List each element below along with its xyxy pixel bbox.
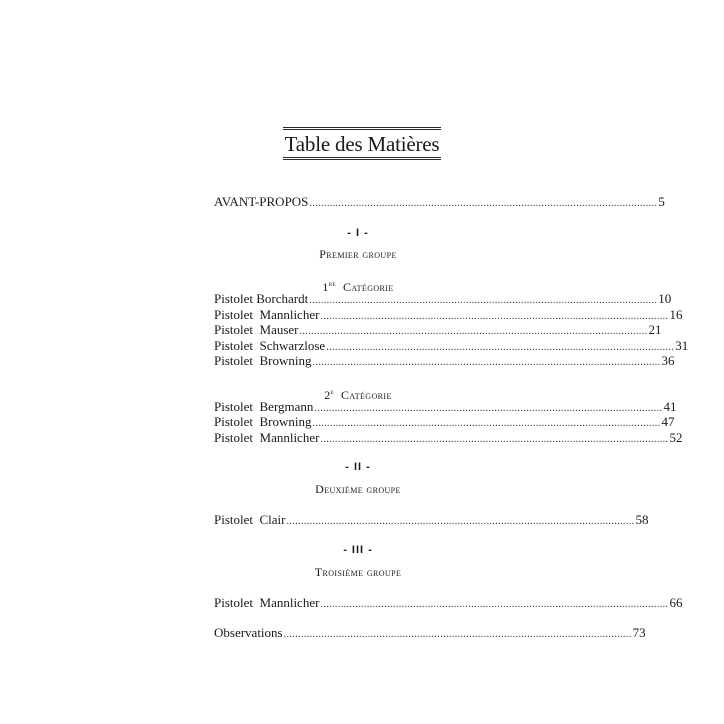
dot-leader: ........................................................................................................................ — [312, 357, 661, 368]
group-numeral: - II - — [345, 461, 371, 473]
toc-entry[interactable] — [214, 430, 683, 446]
dot-leader: ........................................................................................................................ — [320, 599, 669, 610]
group-title: Premier groupe — [319, 247, 397, 261]
entry-label: Pistolet Mannlicher — [214, 307, 320, 322]
entry-page: 36 — [661, 353, 675, 368]
entry-label: AVANT-PROPOS — [214, 194, 309, 209]
dot-leader: ........................................................................................................................ — [312, 418, 661, 429]
dot-leader: ........................................................................................................................ — [326, 342, 675, 353]
entry-label: Pistolet Clair — [214, 512, 286, 527]
entry-label: Pistolet Browning — [214, 353, 312, 368]
entry-page: 16 — [669, 307, 683, 322]
title-area — [0, 127, 724, 160]
entry-page: 10 — [658, 291, 672, 306]
entry-label: Pistolet Mauser — [214, 322, 299, 337]
dot-leader: ........................................................................................................................ — [283, 629, 632, 640]
dot-leader: ........................................................................................................................ — [309, 198, 658, 209]
group-numeral: - III - — [343, 544, 373, 556]
category-title: 1re Catégorie — [322, 280, 394, 294]
dot-leader: ........................................................................................................................ — [320, 311, 669, 322]
dot-leader: ........................................................................................................................ — [309, 295, 658, 306]
entry-page: 5 — [658, 194, 665, 209]
toc-entry[interactable] — [214, 414, 675, 430]
entry-label: Pistolet Mannlicher — [214, 430, 320, 445]
toc-entry[interactable] — [214, 322, 662, 338]
dot-leader: ........................................................................................................................ — [314, 403, 663, 414]
entry-page: 52 — [669, 430, 683, 445]
entry-page: 21 — [648, 322, 662, 337]
dot-leader: ........................................................................................................................ — [320, 434, 669, 445]
entry-page: 31 — [675, 338, 689, 353]
dot-leader: ........................................................................................................................ — [286, 516, 635, 527]
group-numeral: - I - — [347, 227, 369, 239]
dot-leader: ........................................................................................................................ — [299, 326, 648, 337]
toc-entry[interactable] — [214, 338, 689, 354]
entry-page: 66 — [669, 595, 683, 610]
toc-entry[interactable] — [214, 353, 675, 369]
group-title: Troisième groupe — [314, 565, 402, 579]
page-title: Table des Matières — [283, 127, 442, 160]
category-title: 2e Catégorie — [324, 388, 392, 402]
entry-page: 41 — [663, 399, 677, 414]
entry-label: Pistolet Borchardt — [214, 291, 309, 306]
toc-entry[interactable] — [214, 625, 646, 641]
toc-entry[interactable] — [214, 307, 683, 323]
entry-label: Pistolet Browning — [214, 414, 312, 429]
toc-entry[interactable] — [214, 291, 672, 307]
toc-entry[interactable] — [214, 512, 649, 528]
toc-entry[interactable] — [214, 194, 665, 210]
toc-entry[interactable] — [214, 595, 683, 611]
entry-label: Pistolet Bergmann — [214, 399, 314, 414]
entry-page: 58 — [635, 512, 649, 527]
toc-entry[interactable] — [214, 399, 677, 415]
group-title: Deuxième groupe — [315, 482, 401, 496]
entry-page: 73 — [632, 625, 646, 640]
entry-label: Pistolet Schwarzlose — [214, 338, 326, 353]
entry-label: Observations — [214, 625, 283, 640]
entry-page: 47 — [661, 414, 675, 429]
entry-label: Pistolet Mannlicher — [214, 595, 320, 610]
